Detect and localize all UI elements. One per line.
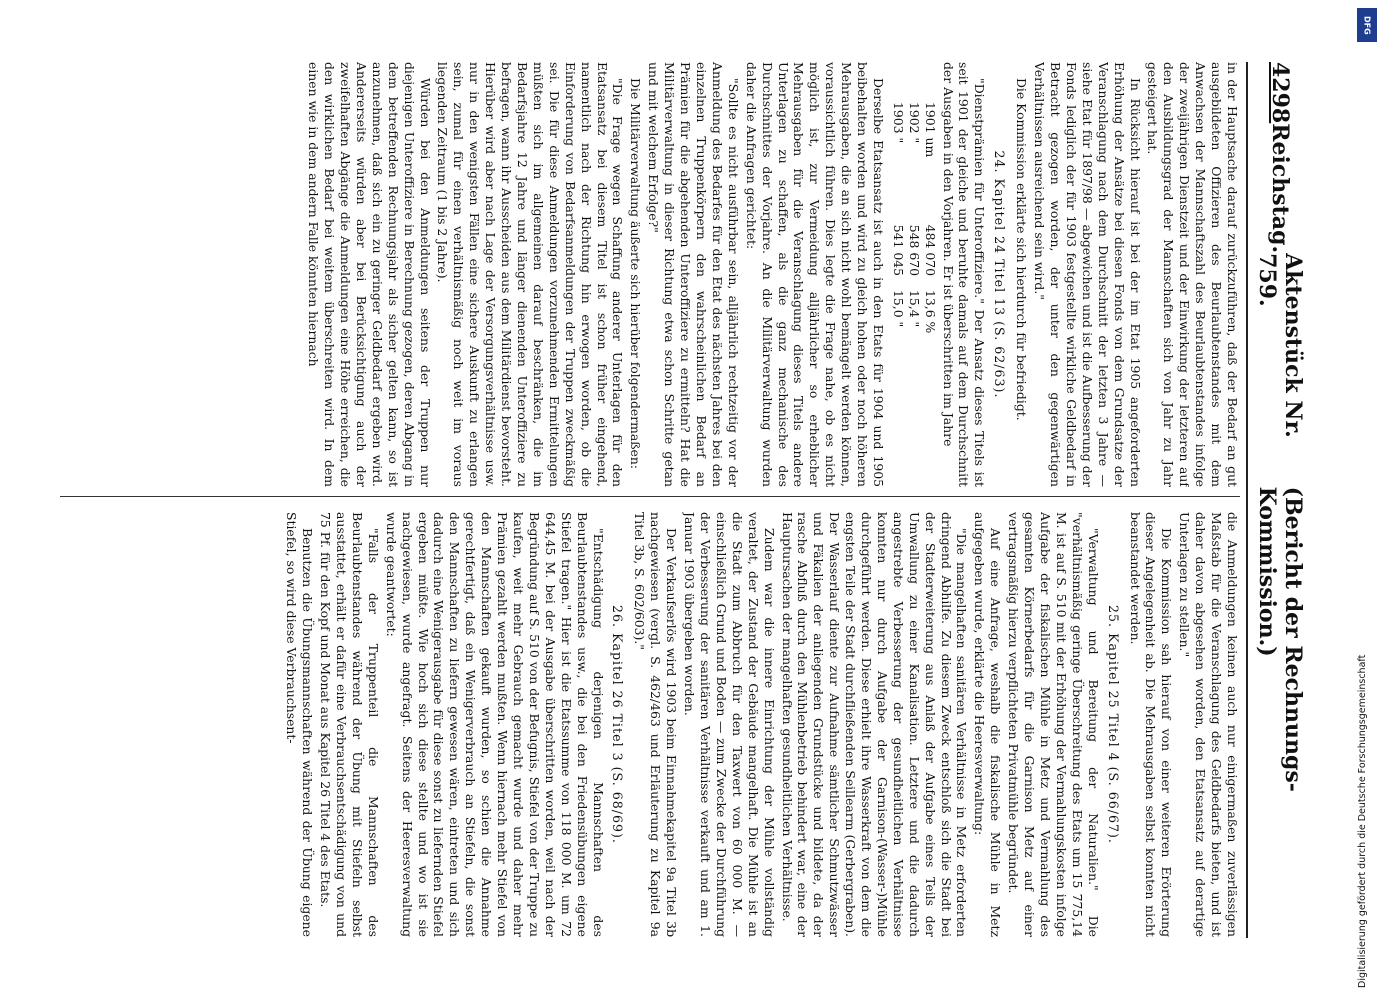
paragraph: Würden bei den Anmeldungen seitens der Truppen nur diejenigen Unteroffiziere in Berechnung gezogen, deren Abgang in dem betreffenden Rechnungsjahr als sicher gelten kann, so ist anzunehmen, daß sich ein zu geringer Geldbedarf ergeben wird. Andererseits würden aber bei Berücksichtigung auch der zweifelhaften Abgänge die Anmeldungen eine Höhe erreichen, die den wirklichen Bedarf bei weitem überschreiten wird. In dem einen wie in dem andern Falle könnten hiernach <box>306 62 433 487</box>
column-divider <box>60 496 1240 497</box>
paragraph: Der Verkaufserlös wird 1903 beim Einnahmekapitel 9a Titel 3b nachgewiesen (vergl. S. 462/463 und Erläuterung zu Kapitel 9a Titel 3b, S. 602/603)." <box>632 512 680 937</box>
header-center-title: Aktenstück Nr. 759. <box>1254 253 1306 438</box>
paragraph: Benutzen die Übungsmannschaften während der Übung eigene Stiefel, so wird diese Verbrauchsent- <box>284 512 316 937</box>
page-header <box>1254 62 1306 938</box>
table-row <box>906 102 922 487</box>
table-row <box>922 102 938 487</box>
paragraph: In Rücksicht hierauf ist bei der im Etat 1905 angeforderten Erhöhung der Ansätze bei diesen Fonds von dem Grundsatze der Veranschlagung nach dem Durchschnitt der letzten 3 Jahre — siehe Etat für 1897/98 — abgewichen und ist die Aufbesserung der Fonds lediglich der für 1903 festgestellte wirkliche Geldbedarf in Betracht gezogen worden, der unter den gegenwärtigen Verhältnissen ausreichend sein wird." <box>1032 62 1143 487</box>
paragraph: "Die mangelhaften sanitären Verhältnisse in Metz erforderten dringend Abhilfe. Zu diesem Zweck entschloß sich die Stadt bei der Stadterweiterung aus Anlaß der Aufgabe eines Teils der Umwallung zu einer Kanalisation. Letztere und die dadurch angestrebte Verbesserung der gesundheitlichen Verhältnisse konnten nur durch Aufgabe der Garnison-(Wasser-)Mühle durchgeführt werden. Diese erhielt ihre Wasserkraft von dem die engsten Teile der Stadt durchfließenden Seillearm (Gerbergraben). Der Wasserlauf diente zur Aufnahme sämtlicher Schmutzwässer und Fäkalien der anliegenden Grundstücke und bildete, da der rasche Abfluß durch den Mühlenbetrieb behindert war, eine der Hauptursachen der mangelhaften gesundheitlichen Verhältnisse. <box>779 512 970 937</box>
paragraph: Die Kommission erklärte sich hierdurch für befriedigt. <box>1014 78 1030 421</box>
table-cell-pct: 13,6 % <box>922 290 938 334</box>
table-cell-year: 1901 um <box>922 102 938 158</box>
paragraph: "Die Frage wegen Schaffung anderer Unterlagen für den Etatsansatz bei diesem Titel ist schon früher eingehend, namentlich nach der Richtung hin erwogen worden, ob die Einforderung von Bedarfsanmeldungen der Truppen zweckmäßig sei. Die für diese Anmeldungen vorzunehmenden Ermittelungen müßten sich im allgemeinen darauf beschränken, die im Bedarfsjahre 12 Jahre und länger dienenden Unteroffiziere zu befragen, wann ihr Ausscheiden aus dem Militärdienst bevorsteht. Hierüber wird aber nach Lage der Versorgungsverhältnisse usw. nur in den wenigsten Fällen eine sichere Auskunft zu erlangen sein, zumal für einen verhältnismäßig noch weit im voraus liegenden Zeitraum (1 bis 2 Jahre). <box>435 62 626 487</box>
paragraph: Die Militärverwaltung äußerte sich hierüber folgendermaßen: <box>628 78 644 470</box>
table-cell-amount: 541 045 <box>890 224 906 276</box>
header-left-title: Reichstag. <box>1267 123 1293 254</box>
table-cell-amount: 484 070 <box>922 224 938 276</box>
overrun-table <box>890 102 938 487</box>
right-column <box>60 512 1240 937</box>
table-cell-pct: 15,4 " <box>906 290 922 328</box>
paragraph: Auf eine Anfrage, weshalb die fiskalische Mühle in Metz aufgegeben wurde, erklärte die Heeresverwaltung: <box>972 512 1004 937</box>
paragraph: Zudem war die innere Einrichtung der Mühle vollständig veraltet, der Zustand der Gebäude mangelhaft. Die Mühle ist an die Stadt zum Abbruch für den Taxwert von 60 000 M. — einschließlich Grund und Boden — zum Zwecke der Durchführung der Verbesserung der sanitären Verhältnisse verkauft und am 1. Januar 1903 übergeben worden. <box>682 512 777 937</box>
paragraph: "Sollte es nicht ausführbar sein, alljährlich rechtzeitig vor der Anmeldung des Bedarfes für den Etat des nächsten Jahres bei den einzelnen Truppenkörpern den wahrscheinlichen Bedarf an Prämien für die abgehenden Unteroffiziere zu ermitteln? Hat die Militärverwaltung in dieser Richtung etwa schon Schritte getan und mit welchem Erfolge?" <box>646 62 741 487</box>
paragraph: Die Kommission sah hierauf von einer weiteren Erörterung dieser Angelegenheit ab. Die Mehrausgaben selbst konnten nicht beanstandet werden. <box>1127 512 1175 937</box>
table-row <box>890 102 906 487</box>
paragraph: Derselbe Etatsansatz ist auch in den Etats für 1904 und 1905 beibehalten worden und wird zu gleich hohen oder noch höheren Mehrausgaben, die an sich nicht wohl bemängelt werden können, voraussichtlich führen. Dies legte die Frage nahe, ob es nicht möglich ist, zur Vermeidung alljährlicher so erheblicher Mehrausgaben für die Veranschlagung dieses Titels andere Unterlagen zu schaffen, als die ganz mechanische des Durchschnittes der Vorjahre. An die Militärverwaltung wurden daher die Anfragen gerichtet: <box>743 62 886 487</box>
table-cell-pct: 15,0 " <box>890 290 906 328</box>
paragraph: "Falls der Truppenteil die Mannschaften des Beurlaubtenstandes während der Übung mit Stiefeln selbst ausstattet, erhält er dafür eine Verbrauchsentschädigung von und 75 Pf. für den Kopf und Monat aus Kapitel 26 Titel 4 des Etats. <box>318 512 381 937</box>
header-rule <box>1246 62 1248 938</box>
page-number: 4298 <box>1267 62 1293 124</box>
section-heading: 24. Kapitel 24 Titel 13 (S. 62/63). <box>992 150 1008 399</box>
dfg-logo: DFG <box>1357 8 1377 42</box>
funding-note: Digitalisierung gefördert durch die Deutsche Forschungsgemeinschaft <box>1357 654 1368 988</box>
paragraph: "Dienstprämien für Unteroffiziere." Der Ansatz dieses Titels ist seit 1901 der gleiche und beruhte damals auf dem Durchschnitt der Ausgaben in den Vorjahren. Er ist überschritten im Jahre <box>940 62 988 487</box>
table-cell-year: 1902 " <box>906 102 922 144</box>
left-column <box>60 62 1240 487</box>
table-cell-year: 1903 " <box>890 102 906 144</box>
paragraph: in der Hauptsache darauf zurückzuführen, daß der Bedarf an gut ausgebildeten Offizieren des Beurlaubtenstandes mit dem Anwachsen der Mannschaftszahl des Beurlaubtenstandes infolge der zweijährigen Dienstzeit und der Einwirkung der letzteren auf den Ausbildungsgrad der Mannschaften sich von Jahr zu Jahr gesteigert hat. <box>1145 62 1240 487</box>
paragraph: "Entschädigung derjenigen Mannschaften des Beurlaubtenstandes usw., die bei den Friedensübungen eigene Stiefel tragen." Hier ist die Etatssumme von 118 000 M. um 72 644,45 M. bei der Ausgabe überschritten worden, weil nach der Begründung auf S. 510 von der Befugnis, Stiefel von der Truppe zu kaufen, weit mehr Gebrauch gemacht wurde und daher mehr Prämien gezahlt werden mußten. Wenn hiernach mehr Stiefel von den Mannschaften gekauft wurden, so schien die Annahme gerechtfertigt, daß ein Wenigerverbrauch an Stiefeln, die sonst den Mannschaften zu liefern gewesen wären, eintreten und sich dadurch eine Wenigerausgabe für diese sonst zu liefernden Stiefel ergeben müßte. Wie hoch sich diese stellte und wo ist sie nachgewiesen, wurde angefragt. Seitens der Heeresverwaltung wurde geantwortet: <box>383 512 606 937</box>
section-heading: 26. Kapitel 26 Titel 3 (S. 68/69). <box>610 605 626 844</box>
section-heading: 25. Kapitel 25 Titel 4 (S. 66/67). <box>1105 605 1121 844</box>
table-cell-amount: 548 670 <box>906 224 922 276</box>
paragraph: "Verwaltung und Bereitung der Naturalien." Die "verhältnismäßig geringe Überschreitung des Etats um 15 775,14 M. ist auf S. 510 mit der Erhöhung der Vermahlungskosten infolge Aufgabe der fiskalischen Mühle in Metz und Vermahlung des gesamten Körnerbedarfs für die Garnison Metz auf einer vertragsmäßig hierzu verpflichteten Privatmühle begründet. <box>1006 512 1101 937</box>
paragraph: die Anmeldungen keinen auch nur einigermaßen zuverlässigen Maßstab für die Veranschlagung des Geldbedarfs bieten, und ist daher davon abgesehen worden, den Etatsansatz auf derartige Unterlagen zu stellen." <box>1177 512 1240 937</box>
header-right-title: (Bericht der Rechnungs-Kommission.) <box>1254 486 1306 792</box>
